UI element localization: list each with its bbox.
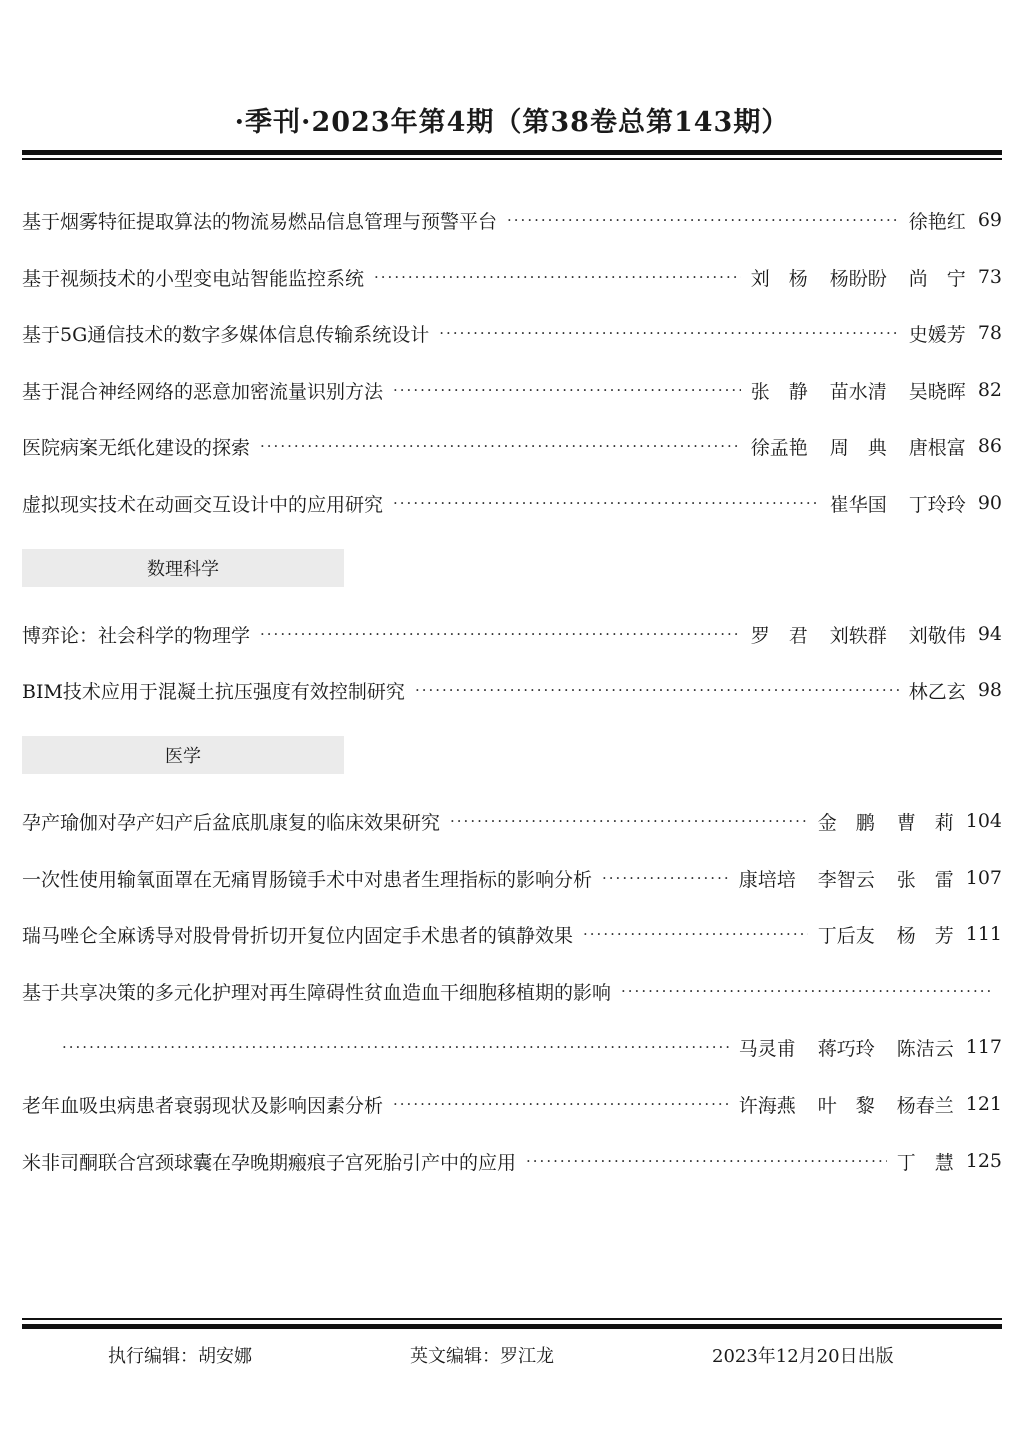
author-name: 李智云: [817, 868, 875, 891]
toc-entry[interactable]: [22, 862, 1002, 894]
footer: [0, 1342, 1024, 1372]
toc-entry[interactable]: [22, 487, 1002, 519]
dot-leader: [393, 494, 820, 512]
article-authors: [818, 921, 954, 948]
author-name: 丁 慧: [896, 1151, 954, 1174]
toc-entry[interactable]: [22, 618, 1002, 650]
author-name: 许海燕: [738, 1094, 796, 1117]
toc-entry[interactable]: [22, 317, 1002, 349]
page-number: 73: [977, 266, 1002, 288]
header-rule-thin: [22, 158, 1002, 160]
dot-leader: [602, 869, 729, 887]
page-number: 90: [977, 492, 1002, 514]
section-heading: 医学: [22, 736, 344, 774]
article-title: 米非司酮联合宫颈球囊在孕晚期瘢痕子宫死胎引产中的应用: [22, 1151, 517, 1174]
toc-entry-line2[interactable]: [62, 1031, 1002, 1063]
author-name: 杨盼盼: [829, 267, 887, 290]
page-number: 82: [977, 379, 1002, 401]
article-authors: [818, 808, 954, 835]
article-authors: [739, 1034, 954, 1061]
article-title: 基于混合神经网络的恶意加密流量识别方法: [22, 380, 384, 403]
author-name: 林乙玄: [908, 680, 966, 703]
dot-leader: [393, 381, 741, 399]
page-number: 78: [977, 322, 1002, 344]
dot-leader: [260, 625, 741, 643]
toc-entry[interactable]: [22, 374, 1002, 406]
author-name: 张 静: [750, 380, 808, 403]
footer-rule-thick: [22, 1324, 1002, 1329]
toc-entry-line1[interactable]: [22, 975, 1002, 1007]
article-title: 博弈论：社会科学的物理学: [22, 624, 251, 647]
article-title: 孕产瑜伽对孕产妇产后盆底肌康复的临床效果研究: [22, 811, 441, 834]
dot-leader: [621, 982, 992, 1000]
page-number: 94: [977, 623, 1002, 645]
page-number: 86: [977, 435, 1002, 457]
author-name: 马灵甫: [738, 1037, 796, 1060]
article-authors: [751, 264, 966, 291]
page-number: 121: [965, 1093, 1002, 1115]
author-name: 蒋巧玲: [817, 1037, 875, 1060]
english-editor: 英文编辑：罗江龙: [410, 1346, 554, 1367]
article-authors: [751, 621, 966, 648]
dot-leader: [583, 925, 808, 943]
author-name: 杨春兰: [896, 1094, 954, 1117]
author-name: 曹 莉: [896, 811, 954, 834]
dot-leader: [62, 1038, 729, 1056]
toc-entry[interactable]: [22, 430, 1002, 462]
article-title: 医院病案无纸化建设的探索: [22, 436, 251, 459]
author-name: 刘敬伟: [908, 624, 966, 647]
toc-entry[interactable]: [22, 918, 1002, 950]
article-title: 基于烟雾特征提取算法的物流易燃品信息管理与预警平台: [22, 210, 498, 233]
article-authors: [830, 490, 966, 517]
author-name: 苗水清: [829, 380, 887, 403]
author-name: 徐艳红: [908, 210, 966, 233]
page-number: 117: [965, 1036, 1002, 1058]
author-name: 吴晓晖: [908, 380, 966, 403]
author-name: 史媛芳: [908, 323, 966, 346]
author-name: 刘轶群: [829, 624, 887, 647]
toc-entry[interactable]: [22, 261, 1002, 293]
article-authors: [909, 207, 966, 234]
article-authors: [739, 865, 954, 892]
author-name: 徐孟艳: [750, 436, 808, 459]
article-title: 一次性使用输氧面罩在无痛胃肠镜手术中对患者生理指标的影响分析: [22, 868, 593, 891]
article-authors: [909, 320, 966, 347]
page-number: 98: [977, 679, 1002, 701]
article-authors: [751, 433, 966, 460]
executive-editor: 执行编辑：胡安娜: [108, 1346, 252, 1367]
dot-leader: [374, 268, 741, 286]
author-name: 尚 宁: [908, 267, 966, 290]
author-name: 杨 芳: [896, 924, 954, 947]
author-name: 罗 君: [750, 624, 808, 647]
author-name: 刘 杨: [750, 267, 808, 290]
publish-date: 2023年12月20日出版: [712, 1346, 894, 1367]
journal-issue-title: ·季刊·2023年第4期（第38卷总第143期）: [234, 107, 790, 138]
author-name: 周 典: [829, 436, 887, 459]
page-number: 111: [965, 923, 1002, 945]
author-name: 丁后友: [817, 924, 875, 947]
dot-leader: [526, 1152, 887, 1170]
author-name: 金 鹏: [817, 811, 875, 834]
section-heading: 数理科学: [22, 549, 344, 587]
page-number: 104: [965, 810, 1002, 832]
article-title: 基于视频技术的小型变电站智能监控系统: [22, 267, 365, 290]
author-name: 叶 黎: [817, 1094, 875, 1117]
article-title: BIM技术应用于混凝土抗压强度有效控制研究: [22, 680, 405, 703]
article-title: 瑞马唑仑全麻诱导对股骨骨折切开复位内固定手术患者的镇静效果: [22, 924, 574, 947]
author-name: 康培培: [738, 868, 796, 891]
page-number: 125: [965, 1150, 1002, 1172]
dot-leader: [450, 812, 808, 830]
page-number: 69: [977, 209, 1002, 231]
page-number: 107: [965, 867, 1002, 889]
dot-leader: [439, 324, 899, 342]
footer-rule-thin: [22, 1318, 1002, 1320]
article-authors: [739, 1091, 954, 1118]
toc-entry[interactable]: [22, 1145, 1002, 1177]
dot-leader: [507, 211, 899, 229]
toc-entry[interactable]: [22, 1088, 1002, 1120]
article-authors: [751, 377, 966, 404]
article-authors: [897, 1148, 954, 1175]
toc-entry[interactable]: [22, 674, 1002, 706]
dot-leader: [415, 681, 899, 699]
article-authors: [909, 677, 966, 704]
toc-entry[interactable]: [22, 204, 1002, 236]
article-title: 基于5G通信技术的数字多媒体信息传输系统设计: [22, 323, 430, 346]
author-name: 丁玲玲: [908, 493, 966, 516]
author-name: 崔华国: [829, 493, 887, 516]
author-name: 张 雷: [896, 868, 954, 891]
article-title: 老年血吸虫病患者衰弱现状及影响因素分析: [22, 1094, 384, 1117]
toc-entry[interactable]: [22, 805, 1002, 837]
author-name: 陈洁云: [896, 1037, 954, 1060]
article-title: 基于共享决策的多元化护理对再生障碍性贫血造血干细胞移植期的影响: [22, 981, 612, 1004]
article-title: 虚拟现实技术在动画交互设计中的应用研究: [22, 493, 384, 516]
dot-leader: [260, 437, 741, 455]
dot-leader: [393, 1095, 729, 1113]
header-rule-thick: [22, 150, 1002, 155]
author-name: 唐根富: [908, 436, 966, 459]
